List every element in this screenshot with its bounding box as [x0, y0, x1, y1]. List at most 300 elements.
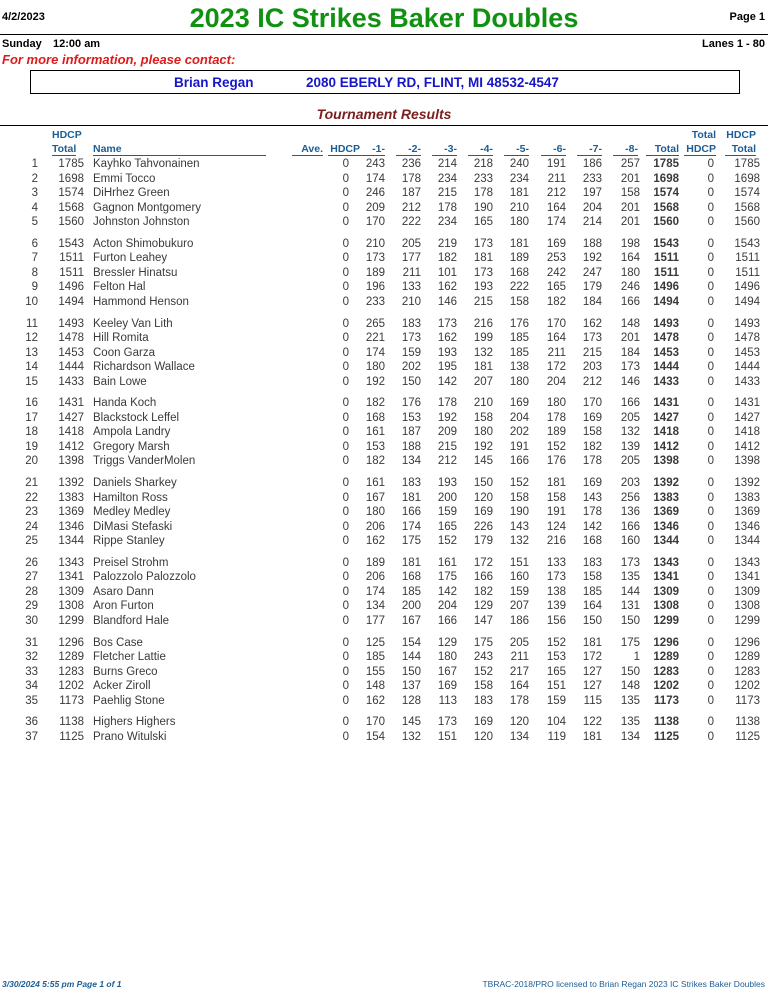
cell-game-1: 206 [365, 571, 385, 584]
cell-final: 1308 [734, 600, 760, 613]
cell-game-7: 214 [582, 216, 602, 229]
cell-hdcp-total: 1496 [58, 281, 84, 294]
cell-game-7: 212 [582, 375, 602, 388]
cell-hdcp-total: 1308 [58, 600, 84, 613]
cell-name: Fletcher Lattie [93, 651, 166, 663]
cell-game-1: 180 [365, 506, 385, 519]
cell-game-8: 164 [620, 252, 640, 265]
cell-hdcp: 0 [342, 730, 349, 743]
cell-total: 1202 [653, 680, 679, 693]
cell-game-4: 120 [473, 730, 493, 743]
cell-name: Asaro Dann [93, 585, 154, 598]
col-total-hdcp-top: Total [691, 129, 716, 141]
cell-total: 1346 [653, 520, 679, 533]
cell-game-5: 185 [509, 346, 529, 359]
cell-game-4: 226 [473, 520, 493, 533]
cell-game-2: 211 [402, 266, 421, 279]
cell-name: Daniels Sharkey [93, 477, 177, 489]
cell-game-6: 165 [546, 281, 566, 294]
cell-hdcp: 0 [342, 506, 349, 519]
cell-game-5: 159 [509, 585, 529, 598]
cell-hdcp-total: 1138 [59, 716, 84, 729]
cell-hdcp-total: 1444 [58, 361, 84, 374]
cell-name: Hill Romita [93, 332, 149, 345]
cell-game-1: 189 [365, 556, 385, 569]
cell-game-5: 158 [509, 491, 529, 504]
cell-name: Burns Greco [93, 665, 158, 678]
cell-hdcp: 0 [342, 296, 349, 308]
cell-name: Bressler Hinatsu [93, 266, 178, 279]
cell-game-7: 185 [582, 585, 602, 598]
cell-game-3: 175 [437, 571, 457, 584]
cell-game-5: 222 [509, 281, 529, 294]
cell-hdcp: 0 [342, 361, 349, 374]
cell-game-1: 221 [365, 332, 385, 345]
cell-name: Kayhko Tahvonainen [93, 158, 200, 170]
cell-game-4: 180 [473, 426, 493, 439]
cell-final: 1574 [734, 187, 760, 200]
cell-game-7: 122 [582, 716, 602, 729]
cell-game-3: 162 [437, 332, 457, 345]
table-row [0, 172, 768, 186]
cell-game-8: 173 [620, 556, 640, 569]
cell-hdcp-total: 1346 [58, 520, 84, 533]
name-underline [93, 155, 266, 156]
cell-tot-hdcp: 0 [707, 556, 714, 569]
cell-hdcp-total: 1289 [58, 651, 84, 663]
cell-tot-hdcp: 0 [707, 281, 714, 294]
cell-name: DiMasi Stefaski [93, 520, 173, 533]
cell-hdcp: 0 [342, 571, 349, 584]
cell-game-7: 169 [582, 411, 602, 424]
col-game-2: -2- [396, 143, 421, 156]
cell-name: Highers Highers [93, 716, 176, 729]
cell-total: 1173 [654, 694, 679, 707]
cell-game-8: 201 [620, 216, 640, 229]
cell-game-4: 166 [473, 571, 493, 584]
cell-game-5: 180 [509, 375, 529, 388]
cell-hdcp: 0 [342, 716, 349, 729]
table-row [0, 715, 768, 729]
cell-game-2: 168 [401, 571, 421, 584]
cell-place: 29 [25, 600, 38, 613]
cell-hdcp: 0 [342, 411, 349, 424]
cell-game-8: 160 [620, 535, 640, 548]
cell-game-7: 158 [582, 571, 602, 584]
cell-game-5: 180 [509, 216, 529, 229]
cell-tot-hdcp: 0 [707, 477, 714, 489]
cell-game-3: 192 [437, 411, 457, 424]
cell-game-7: 143 [582, 491, 602, 504]
cell-game-5: 234 [509, 172, 529, 185]
cell-game-3: 159 [437, 506, 457, 519]
cell-game-6: 124 [546, 520, 566, 533]
cell-total: 1431 [653, 397, 679, 410]
cell-game-2: 145 [401, 716, 421, 729]
cell-game-6: 191 [546, 506, 566, 519]
cell-tot-hdcp: 0 [707, 266, 714, 279]
cell-game-3: 151 [437, 730, 457, 743]
cell-place: 12 [25, 332, 38, 345]
table-row [0, 317, 768, 331]
cell-game-4: 243 [473, 651, 493, 663]
cell-total: 1444 [653, 361, 679, 374]
cell-game-7: 182 [582, 440, 602, 453]
cell-game-3: 142 [437, 375, 457, 388]
table-row [0, 599, 768, 613]
cell-game-1: 206 [365, 520, 385, 533]
cell-game-2: 178 [401, 172, 421, 185]
cell-game-3: 219 [437, 237, 457, 250]
cell-game-4: 147 [473, 615, 493, 627]
cell-hdcp-total: 1493 [58, 317, 84, 330]
cell-game-4: 193 [473, 281, 493, 294]
cell-game-2: 144 [401, 651, 421, 663]
cell-name: Emmi Tocco [93, 172, 156, 185]
cell-place: 9 [31, 281, 38, 294]
cell-game-2: 175 [401, 535, 421, 548]
cell-game-1: 233 [365, 296, 385, 308]
cell-total: 1299 [653, 615, 679, 627]
cell-tot-hdcp: 0 [707, 491, 714, 504]
cell-game-3: 178 [437, 201, 457, 214]
cell-game-7: 181 [582, 636, 602, 649]
cell-hdcp: 0 [342, 665, 349, 678]
cell-tot-hdcp: 0 [707, 730, 714, 743]
cell-game-4: 182 [473, 585, 493, 598]
cell-game-5: 207 [509, 600, 529, 613]
cell-tot-hdcp: 0 [707, 332, 714, 345]
cell-game-3: 182 [437, 252, 457, 265]
cell-game-3: 215 [437, 440, 457, 453]
table-row [0, 186, 768, 200]
cell-hdcp-total: 1299 [58, 615, 84, 627]
cell-name: Bain Lowe [93, 375, 147, 388]
table-row [0, 360, 768, 374]
cell-tot-hdcp: 0 [707, 440, 714, 453]
cell-total: 1309 [653, 585, 679, 598]
cell-game-7: 127 [582, 665, 602, 678]
cell-hdcp-total: 1343 [58, 556, 84, 569]
cell-game-7: 183 [582, 556, 602, 569]
cell-name: Blackstock Leffel [93, 411, 180, 424]
cell-place: 5 [31, 216, 38, 229]
cell-name: Acker Ziroll [93, 680, 151, 693]
cell-final: 1494 [734, 296, 760, 308]
cell-game-3: 169 [437, 680, 457, 693]
cell-game-4: 132 [473, 346, 493, 359]
cell-tot-hdcp: 0 [707, 680, 714, 693]
cell-game-2: 128 [401, 694, 421, 707]
cell-game-6: 152 [546, 636, 566, 649]
cell-game-2: 183 [401, 477, 421, 489]
cell-game-2: 153 [401, 411, 421, 424]
cell-game-1: 182 [365, 397, 385, 410]
cell-game-8: 132 [620, 426, 640, 439]
cell-game-2: 200 [401, 600, 421, 613]
cell-game-7: 168 [582, 535, 602, 548]
cell-game-3: 215 [437, 187, 457, 200]
cell-game-8: 150 [620, 615, 640, 627]
cell-game-2: 137 [401, 680, 421, 693]
cell-game-4: 181 [473, 361, 493, 374]
cell-game-8: 1 [633, 651, 640, 663]
cell-game-5: 205 [509, 636, 529, 649]
cell-game-1: 154 [365, 730, 385, 743]
cell-tot-hdcp: 0 [707, 296, 714, 308]
cell-game-5: 217 [509, 665, 529, 678]
cell-game-7: 215 [582, 346, 602, 359]
cell-total: 1511 [654, 252, 679, 265]
cell-game-2: 176 [401, 397, 421, 410]
cell-game-2: 173 [401, 332, 421, 345]
cell-game-5: 143 [509, 520, 529, 533]
cell-game-8: 131 [620, 600, 640, 613]
cell-game-2: 132 [401, 730, 421, 743]
cell-place: 10 [25, 296, 38, 308]
cell-name: Furton Leahey [93, 252, 168, 265]
cell-game-2: 166 [401, 506, 421, 519]
cell-game-1: 177 [365, 615, 385, 627]
cell-hdcp-total: 1283 [58, 665, 84, 678]
col-game-1: -1- [360, 143, 385, 156]
cell-total: 1496 [653, 281, 679, 294]
cell-game-8: 135 [620, 571, 640, 584]
cell-game-6: 152 [546, 440, 566, 453]
cell-game-6: 178 [546, 411, 566, 424]
cell-total: 1412 [653, 440, 679, 453]
cell-tot-hdcp: 0 [707, 216, 714, 229]
cell-game-5: 204 [509, 411, 529, 424]
cell-place: 37 [25, 730, 38, 743]
cell-game-8: 146 [620, 375, 640, 388]
cell-game-7: 188 [582, 237, 602, 250]
cell-total: 1383 [653, 491, 679, 504]
cell-final: 1341 [734, 571, 760, 584]
cell-place: 20 [25, 455, 38, 468]
cell-game-6: 211 [547, 346, 566, 359]
cell-tot-hdcp: 0 [707, 252, 714, 265]
cell-final: 1427 [734, 411, 760, 424]
cell-name: Acton Shimobukuro [93, 237, 194, 250]
cell-final: 1698 [734, 172, 760, 185]
cell-game-7: 150 [582, 615, 602, 627]
cell-game-4: 218 [473, 158, 493, 170]
cell-total: 1511 [654, 266, 679, 279]
table-row [0, 730, 768, 744]
cell-total: 1344 [653, 535, 679, 548]
col-game-3: -3- [432, 143, 457, 156]
cell-place: 4 [31, 201, 38, 214]
cell-game-4: 145 [473, 455, 493, 468]
cell-place: 3 [31, 187, 38, 200]
cell-game-8: 198 [620, 237, 640, 250]
event-day: Sunday [2, 38, 42, 50]
cell-hdcp-total: 1560 [58, 216, 84, 229]
cell-hdcp: 0 [342, 477, 349, 489]
cell-name: Blandford Hale [93, 615, 170, 627]
cell-game-1: 182 [365, 455, 385, 468]
cell-game-6: 189 [546, 426, 566, 439]
cell-game-6: 173 [546, 571, 566, 584]
cell-game-4: 233 [473, 172, 493, 185]
cell-game-6: 104 [546, 716, 566, 729]
cell-place: 11 [26, 317, 38, 330]
cell-game-7: 158 [582, 426, 602, 439]
cell-game-3: 180 [437, 651, 457, 663]
cell-game-2: 150 [401, 375, 421, 388]
cell-game-8: 257 [620, 158, 640, 170]
cell-place: 8 [31, 266, 38, 279]
cell-game-1: 168 [365, 411, 385, 424]
cell-place: 26 [25, 556, 38, 569]
cell-game-8: 134 [620, 730, 640, 743]
cell-total: 1343 [653, 556, 679, 569]
cell-total: 1398 [653, 455, 679, 468]
cell-final: 1392 [734, 477, 760, 489]
cell-game-8: 158 [620, 187, 640, 200]
cell-final: 1299 [734, 615, 760, 627]
cell-total: 1125 [654, 730, 679, 743]
cell-game-1: 148 [365, 680, 385, 693]
cell-tot-hdcp: 0 [707, 317, 714, 330]
cell-hdcp: 0 [342, 694, 349, 707]
cell-game-1: 125 [365, 636, 385, 649]
cell-game-3: 214 [437, 158, 457, 170]
cell-game-3: 209 [437, 426, 457, 439]
cell-hdcp-total: 1494 [58, 296, 84, 308]
cell-game-4: 165 [473, 216, 493, 229]
cell-tot-hdcp: 0 [707, 694, 714, 707]
cell-final: 1511 [735, 266, 760, 279]
cell-final: 1453 [734, 346, 760, 359]
cell-hdcp: 0 [342, 520, 349, 533]
cell-game-4: 207 [473, 375, 493, 388]
cell-place: 15 [25, 375, 38, 388]
cell-game-6: 133 [546, 556, 566, 569]
cell-game-2: 205 [401, 237, 421, 250]
cell-name: Richardson Wallace [93, 361, 195, 374]
cell-hdcp: 0 [342, 317, 349, 330]
cell-game-1: 180 [365, 361, 385, 374]
col-final-hdcp-bottom: Total [725, 143, 756, 156]
cell-final: 1309 [734, 585, 760, 598]
cell-game-1: 170 [365, 216, 385, 229]
cell-game-2: 181 [401, 491, 421, 504]
cell-hdcp: 0 [342, 491, 349, 504]
cell-total: 1560 [653, 216, 679, 229]
cell-hdcp-total: 1383 [58, 491, 84, 504]
cell-final: 1412 [734, 440, 760, 453]
cell-game-1: 174 [365, 585, 385, 598]
section-title: Tournament Results [316, 106, 452, 122]
cell-game-7: 162 [582, 317, 602, 330]
col-hdcp-total-bottom: Total [52, 143, 77, 155]
cell-final: 1493 [734, 317, 760, 330]
cell-game-5: 211 [510, 651, 529, 663]
cell-game-1: 246 [365, 187, 385, 200]
cell-game-1: 167 [365, 491, 385, 504]
cell-game-7: 204 [582, 201, 602, 214]
table-row [0, 614, 768, 628]
cell-game-1: 162 [365, 535, 385, 548]
table-row [0, 679, 768, 693]
cell-game-4: 172 [473, 556, 493, 569]
cell-tot-hdcp: 0 [707, 585, 714, 598]
cell-game-4: 120 [473, 491, 493, 504]
table-row [0, 280, 768, 294]
cell-game-1: 161 [365, 426, 385, 439]
cell-game-4: 173 [473, 266, 493, 279]
cell-hdcp-total: 1398 [58, 455, 84, 468]
cell-game-2: 210 [401, 296, 421, 308]
cell-place: 18 [25, 426, 38, 439]
cell-game-6: 156 [546, 615, 566, 627]
cell-game-4: 210 [473, 397, 493, 410]
table-row [0, 411, 768, 425]
cell-game-4: 199 [473, 332, 493, 345]
cell-hdcp-total: 1344 [58, 535, 84, 548]
cell-game-2: 150 [401, 665, 421, 678]
cell-game-4: 178 [473, 187, 493, 200]
cell-game-5: 134 [509, 730, 529, 743]
cell-game-4: 150 [473, 477, 493, 489]
cell-game-4: 152 [473, 665, 493, 678]
col-hdcp-total-top: HDCP [52, 129, 82, 141]
col-game-7: -7- [577, 143, 602, 156]
cell-final: 1343 [734, 556, 760, 569]
cell-game-3: 161 [437, 556, 457, 569]
cell-game-8: 148 [620, 680, 640, 693]
cell-game-5: 164 [509, 680, 529, 693]
cell-hdcp-total: 1369 [58, 506, 84, 519]
contact-prompt: For more information, please contact: [2, 52, 236, 67]
section-divider [0, 125, 768, 126]
cell-final: 1346 [734, 520, 760, 533]
cell-hdcp-total: 1309 [58, 585, 84, 598]
cell-game-5: 190 [509, 506, 529, 519]
cell-game-8: 139 [620, 440, 640, 453]
cell-game-8: 256 [620, 491, 640, 504]
cell-game-8: 150 [620, 665, 640, 678]
table-row [0, 157, 768, 171]
cell-tot-hdcp: 0 [707, 506, 714, 519]
cell-game-3: 113 [438, 694, 457, 707]
cell-game-6: 253 [546, 252, 566, 265]
col-total-hdcp-bottom: HDCP [684, 143, 716, 156]
cell-hdcp-total: 1412 [58, 440, 84, 453]
cell-total: 1283 [653, 665, 679, 678]
cell-hdcp-total: 1296 [58, 636, 84, 649]
table-row [0, 520, 768, 534]
cell-tot-hdcp: 0 [707, 651, 714, 663]
cell-game-5: 120 [509, 716, 529, 729]
cell-game-6: 172 [546, 361, 566, 374]
cell-game-5: 176 [509, 317, 529, 330]
table-row [0, 476, 768, 490]
cell-game-3: 234 [437, 216, 457, 229]
cell-game-5: 181 [509, 237, 529, 250]
cell-game-6: 164 [546, 201, 566, 214]
cell-game-4: 129 [473, 600, 493, 613]
cell-place: 28 [25, 585, 38, 598]
cell-place: 30 [25, 615, 38, 627]
cell-game-3: 162 [437, 281, 457, 294]
table-row [0, 251, 768, 265]
cell-tot-hdcp: 0 [707, 455, 714, 468]
cell-final: 1296 [734, 636, 760, 649]
cell-tot-hdcp: 0 [707, 600, 714, 613]
